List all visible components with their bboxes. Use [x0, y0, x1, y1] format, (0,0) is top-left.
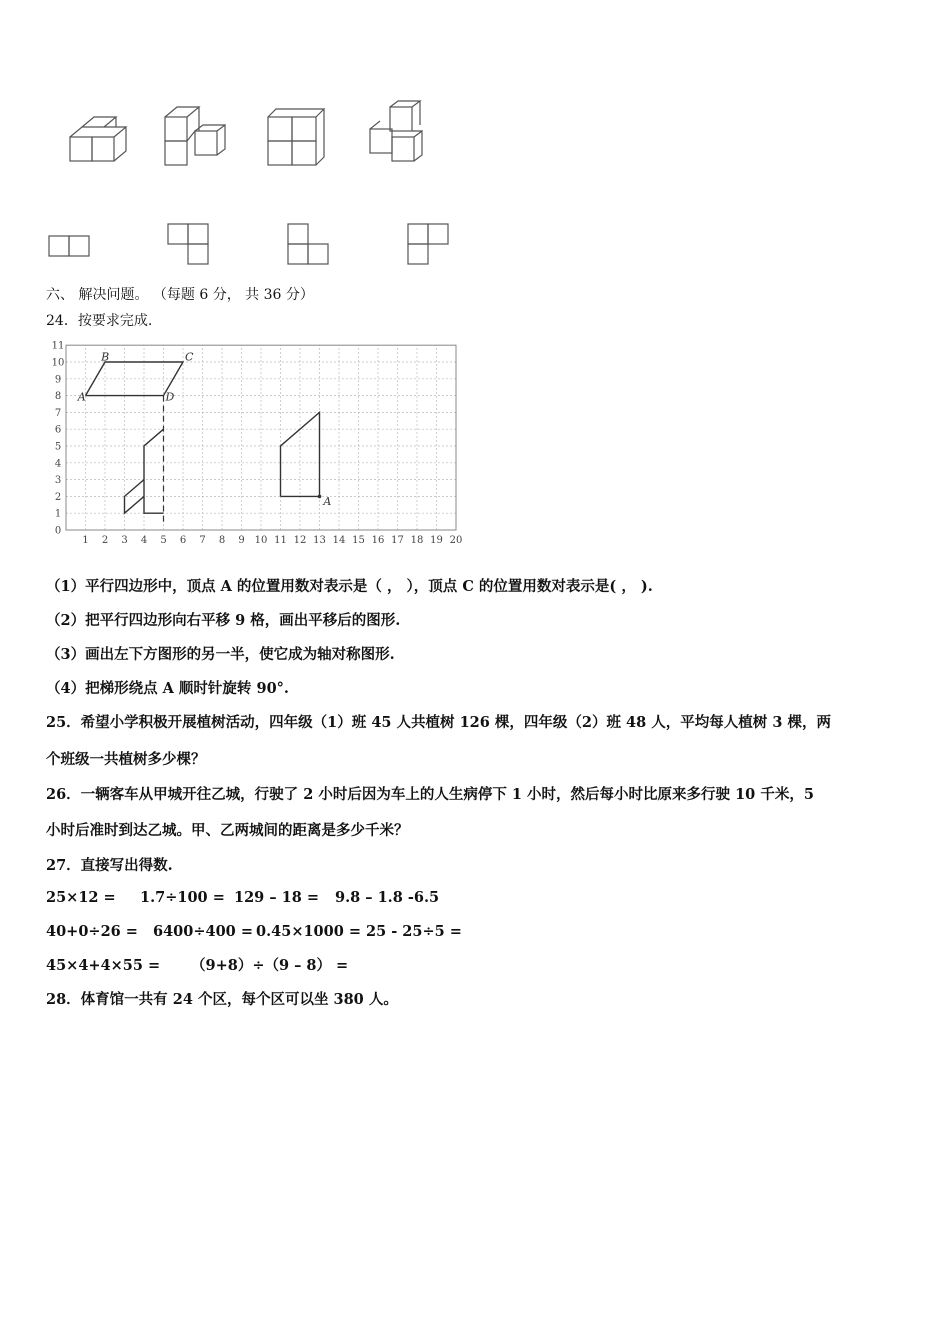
x-tick-label: 4 [140, 535, 148, 546]
x-tick-label: 13 [313, 535, 326, 546]
q26-line1: 26．一辆客车从甲城开往乙城，行驶了 2 小时后因为车上的人生病停下 1 小时，然后每小时比原来多行驶 10 千米，5 [46, 786, 814, 803]
label-c: C [184, 350, 194, 364]
label-b: B [101, 350, 110, 364]
x-tick-label: 11 [274, 535, 287, 546]
plane-view-4 [408, 224, 448, 264]
q24-part2: （2）把平行四边形向右平移 9 格，画出平移后的图形. [46, 612, 401, 629]
q24-part1: （1）平行四边形中，顶点 A 的位置用数对表示是（ ， ），顶点 C 的位置用数对表示是( ， ). [46, 578, 653, 595]
y-tick-label: 4 [54, 458, 62, 470]
y-tick-label: 8 [54, 391, 62, 403]
calc-item: 6400÷400 = [153, 923, 253, 940]
calc-item: 1.7÷100 = [140, 889, 225, 906]
x-tick-label: 16 [371, 535, 385, 546]
section-title: 六、 解决问题。 （每题 6 分， 共 36 分） [46, 287, 314, 303]
x-tick-label: 10 [254, 535, 268, 546]
x-tick-label: 14 [332, 535, 346, 546]
plane-views-svg [40, 220, 460, 270]
solid-figure-4 [370, 101, 422, 161]
plane-view-2 [168, 224, 208, 264]
coordinate-grid [44, 338, 464, 557]
calc-item: 45×4+4×55 = [46, 957, 161, 974]
y-tick-label: 6 [54, 424, 62, 436]
calc-item: 25×12 = [46, 889, 116, 906]
q26-line2: 小时后准时到达乙城。甲、乙两城间的距离是多少千米？ [46, 822, 409, 839]
label-a: A [77, 390, 86, 404]
q25-line2: 个班级一共植树多少棵？ [46, 751, 206, 768]
calc-item: 129 – 18 = [234, 889, 319, 906]
plane-view-3 [288, 224, 328, 264]
calc-item: 40+0÷26 = [46, 923, 138, 940]
x-tick-label: 19 [430, 535, 443, 546]
coordinate-grid-svg [44, 338, 464, 553]
solid-figures [40, 95, 460, 179]
x-tick-label: 8 [218, 535, 226, 546]
label-a-trapezoid: A [323, 494, 332, 508]
q24-part4: （4）把梯形绕点 A 顺时针旋转 90°. [46, 680, 289, 697]
y-tick-label: 2 [54, 491, 62, 503]
y-tick-label: 7 [54, 407, 62, 419]
plane-views [40, 220, 460, 274]
x-tick-label: 5 [160, 535, 167, 546]
solid-figure-1 [70, 117, 126, 161]
solid-figure-2 [165, 107, 225, 165]
label-d: D [165, 390, 175, 404]
x-tick-label: 9 [238, 535, 245, 546]
calc-item: 25 - 25÷5 = [366, 923, 462, 940]
y-tick-label: 3 [54, 475, 62, 487]
y-tick-label: 1 [54, 508, 62, 520]
q27-title: 27．直接写出得数. [46, 857, 173, 874]
point-a-dot [318, 495, 322, 499]
y-tick-label: 0 [54, 525, 62, 537]
y-tick-label: 5 [54, 441, 62, 453]
solid-figures-svg [40, 95, 460, 175]
y-tick-label: 10 [51, 357, 65, 369]
x-tick-label: 2 [101, 535, 109, 546]
x-tick-label: 20 [449, 535, 463, 546]
calc-item: 0.45×1000 = [256, 923, 362, 940]
x-tick-label: 15 [352, 535, 365, 546]
x-tick-label: 1 [82, 535, 89, 546]
q24-title: 24．按要求完成. [46, 313, 153, 329]
x-tick-label: 3 [121, 535, 128, 546]
q25-line1: 25．希望小学积极开展植树活动，四年级（1）班 45 人共植树 126 棵，四年级（2）班 48 人，平均每人植树 3 棵，两 [46, 714, 831, 731]
q28: 28．体育馆一共有 24 个区，每个区可以坐 380 人。 [46, 991, 398, 1008]
calc-item: （9+8）÷（9 – 8） = [191, 957, 349, 974]
calc-item: 9.8 – 1.8 -6.5 [335, 889, 440, 906]
solid-figure-3 [268, 109, 324, 165]
x-tick-label: 7 [199, 535, 206, 546]
x-tick-label: 18 [410, 535, 424, 546]
plane-view-1 [49, 236, 89, 256]
x-tick-label: 12 [293, 535, 307, 546]
x-tick-label: 17 [391, 535, 404, 546]
q24-part3: （3）画出左下方图形的另一半，使它成为轴对称图形. [46, 646, 395, 663]
y-tick-label: 9 [54, 374, 62, 386]
x-tick-label: 6 [179, 535, 187, 546]
y-tick-label: 11 [51, 340, 65, 352]
